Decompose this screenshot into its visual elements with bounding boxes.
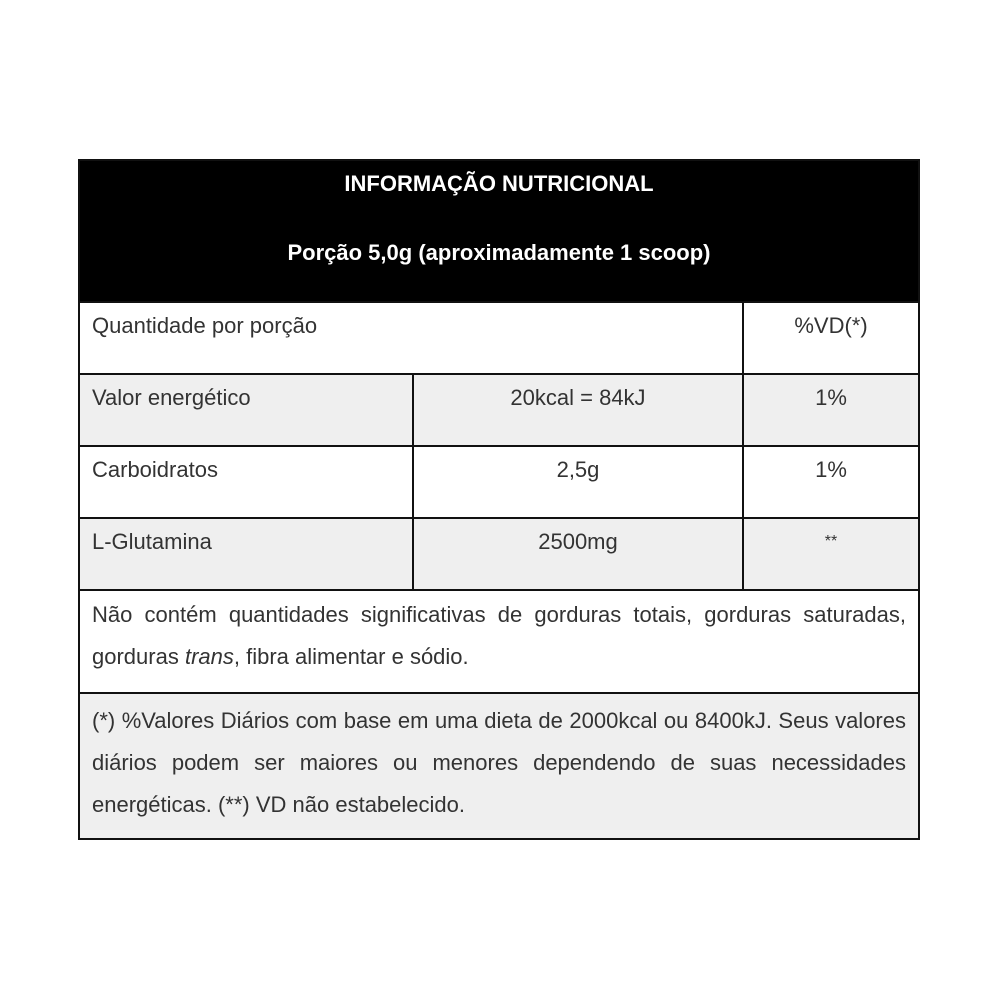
- quantity-label: Quantidade por porção: [92, 313, 318, 338]
- nutrient-vd: **: [742, 519, 918, 589]
- table-row: [80, 445, 918, 517]
- quantity-header-row: [80, 301, 918, 373]
- nutrient-vd: 1%: [742, 375, 918, 445]
- table-title: INFORMAÇÃO NUTRICIONAL: [344, 171, 654, 196]
- nutrient-amount: 20kcal = 84kJ: [412, 375, 742, 445]
- table-row: [80, 373, 918, 445]
- table-header: [80, 161, 918, 301]
- nutrient-name: Carboidratos: [92, 457, 218, 482]
- nutrient-amount: 2500mg: [412, 519, 742, 589]
- nutrient-name: Valor energético: [92, 385, 251, 410]
- insignificant-note: [92, 594, 906, 678]
- nutrient-vd: 1%: [742, 447, 918, 517]
- note-text-start: Não contém quantidades significativas de gorduras totais, gorduras saturadas, gorduras: [92, 602, 906, 669]
- insignificant-note-row: [80, 589, 918, 692]
- nutrition-facts-table: [78, 159, 920, 840]
- footnote-text: (*) %Valores Diários com base em uma dieta de 2000kcal ou 8400kJ. Seus valores diários podem ser maiores ou menores dependendo de suas necessidades energéticas. (**) VD não estabelecido.: [92, 708, 906, 817]
- table-row: [80, 517, 918, 589]
- nutrient-amount: 2,5g: [412, 447, 742, 517]
- note-text-end: , fibra alimentar e sódio.: [233, 644, 469, 669]
- footnote-row: [80, 692, 918, 838]
- portion-size: Porção 5,0g (aproximadamente 1 scoop): [287, 240, 711, 265]
- note-text-italic: trans: [184, 644, 234, 669]
- nutrient-name: L-Glutamina: [92, 529, 212, 554]
- vd-label: %VD(*): [742, 303, 918, 373]
